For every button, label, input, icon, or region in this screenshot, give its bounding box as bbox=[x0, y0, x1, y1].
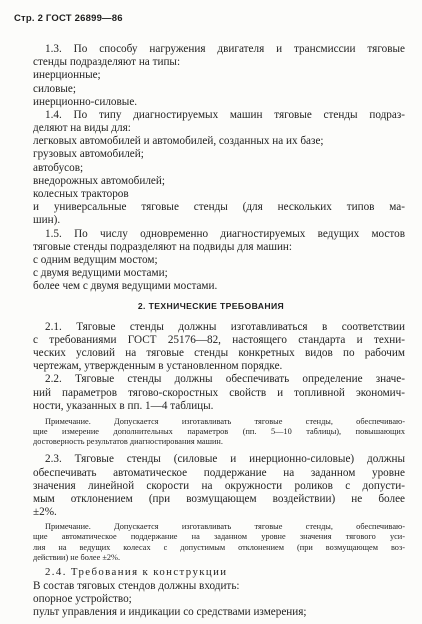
text-line: силовые; bbox=[33, 82, 77, 95]
text-line: шин). bbox=[33, 214, 61, 227]
text-line: 1.3. По способу нагружения двигателя и трансмиссии тяговые bbox=[45, 43, 405, 55]
text-line: инерционные; bbox=[33, 69, 101, 82]
text-line: 2.3. Тяговые стенды (силовые и инерционно-силовые) должны bbox=[45, 453, 405, 466]
note-line: щие измерение дополнительных параметров (пп. 5—10 таблицы), повышающих bbox=[33, 426, 405, 436]
text-line: опорное устройство; bbox=[33, 592, 132, 605]
note-line: Примечание. Допускается изготавливать тяговые стенды, обеспечиваю- bbox=[45, 522, 405, 531]
text-line: инерционно-силовые. bbox=[33, 95, 138, 108]
note-line: Примечание. Допускается изготавливать тяговые стенды, обеспечиваю- bbox=[45, 416, 405, 426]
text-line: В состав тяговых стендов должны входить: bbox=[33, 579, 240, 592]
text-line: и универсальные тяговые стенды (для нескольких типов ма- bbox=[33, 201, 405, 214]
text-line: 2.1. Тяговые стенды должны изготавливаться в соответствии bbox=[45, 320, 405, 333]
text-line: тяговые стенды подразделяют на подвиды для машин: bbox=[33, 240, 293, 253]
text-line: стенды подразделяют на типы: bbox=[33, 56, 181, 69]
text-line: автобусов; bbox=[33, 161, 84, 174]
text-line: пульт управления и индикации со средствами измерения; bbox=[33, 605, 307, 618]
text-line: колесных тракторов bbox=[33, 187, 129, 200]
text-line: ±2%. bbox=[33, 506, 57, 519]
text-line: 1.4. По типу диагностируемых машин тяговые стенды подраз- bbox=[45, 108, 405, 121]
text-line: с одним ведущим мостом; bbox=[33, 253, 158, 266]
note-line: щие автоматическое поддержание на заданном уровне значения тягового уси- bbox=[33, 532, 405, 542]
note-line: действии) не более ±2%. bbox=[33, 553, 121, 563]
text-line: деляют на виды для: bbox=[33, 122, 131, 135]
text-line: внедорожных автомобилей; bbox=[33, 174, 165, 187]
text-line: мым отклонением (при возмущающем воздействии) не более bbox=[33, 492, 405, 505]
section-heading: 2. ТЕХНИЧЕСКИЕ ТРЕБОВАНИЯ bbox=[137, 300, 285, 311]
text-line: 1.5. По числу одновременно диагностируемых ведущих мостов bbox=[45, 227, 405, 240]
text-line: обеспечивать автоматическое поддержание на заданном уровне bbox=[33, 466, 405, 479]
text-line: с требованиями ГОСТ 25176—82, настоящего стандарта и техни- bbox=[33, 333, 405, 346]
page-header: Стр. 2 ГОСТ 26899—86 bbox=[14, 13, 123, 24]
text-line: 2.2. Тяговые стенды должны обеспечивать определение значе- bbox=[45, 373, 405, 386]
text-line: ний параметров тягово-скоростных свойств и топливной экономич- bbox=[33, 386, 405, 399]
text-line: с двумя ведущими мостами; bbox=[33, 267, 168, 279]
text-line: ческих условий на тяговые стенды конкретных видов по рабочим bbox=[33, 347, 405, 359]
text-line: легковых автомобилей и автомобилей, созданных на их базе; bbox=[33, 135, 324, 148]
text-line: ности, указанных в пп. 1—4 таблицы. bbox=[33, 399, 214, 412]
text-line: значения линейной скорости на окружности роликов с допусти- bbox=[33, 479, 405, 492]
text-line: чертежам, утвержденным в установленном порядке. bbox=[33, 360, 283, 373]
text-line: более чем с двумя ведущими мостами. bbox=[33, 280, 218, 293]
text-line: грузовых автомобилей; bbox=[33, 148, 144, 161]
note-line: достоверность результатов диагностирования машин. bbox=[33, 437, 223, 447]
note-line: лия на ведущих колесах с допустимым отклонением (при возмущающем воз- bbox=[33, 542, 405, 552]
subsection-title: 2.4. Требования к конструкции bbox=[45, 566, 228, 579]
